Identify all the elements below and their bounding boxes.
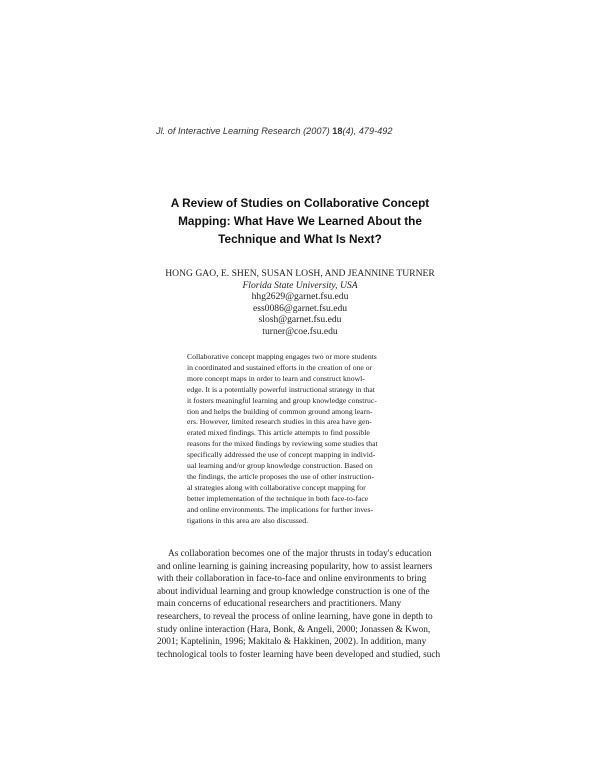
abstract-line: tigations in this area are also discussed. xyxy=(187,515,309,525)
title-line: Technique and What Is Next? xyxy=(218,232,382,246)
abstract-line: Collaborative concept mapping engages two or more students xyxy=(187,352,377,361)
title-line: A Review of Studies on Collaborative Concept xyxy=(170,196,430,210)
abstract-line: and online environments. The implications for further inves- xyxy=(187,504,374,514)
abstract-line: specifically addressed the use of concept mapping in individ- xyxy=(187,450,376,460)
body-line: As collaboration becomes one of the major thrusts in today's education xyxy=(168,549,432,559)
author-block xyxy=(100,268,500,337)
abstract-line: ers. However, limited research studies in this area have gen- xyxy=(187,417,372,427)
abstract-line: edge. It is a potentially powerful instructional strategy in that xyxy=(187,384,375,394)
journal-citation xyxy=(156,126,393,136)
paper-title xyxy=(150,194,450,248)
title-line: Mapping: What Have We Learned About the xyxy=(178,214,422,228)
abstract-line: erated mixed findings. This article attempts to find possible xyxy=(187,428,370,438)
abstract-line: the findings, the article proposes the use of other instruction- xyxy=(187,471,375,481)
abstract-line: al strategies along with collaborative concept mapping for xyxy=(187,482,366,492)
body-line: with their collaboration in face-to-face and online environments to bring xyxy=(157,574,427,585)
author-email: turner@coe.fsu.edu xyxy=(262,325,338,337)
body-line: researchers, to reveal the process of online learning, have gone in depth to xyxy=(157,611,433,622)
body-line: 2001; Kaptelinin, 1996; Makitalo & Hakkinen, 2002). In addition, many xyxy=(157,637,427,648)
journal-volume: 18 xyxy=(332,126,343,136)
journal-issue-pages: (4), 479-492 xyxy=(342,126,393,136)
abstract-line: reasons for the mixed findings by reviewing some studies that xyxy=(187,439,378,449)
abstract-line: it fosters meaningful learning and group knowledge construc- xyxy=(187,395,377,405)
author-names: HONG GAO, E. SHEN, SUSAN LOSH, AND JEANNINE TURNER xyxy=(165,268,435,279)
author-email: slosh@garnet.fsu.edu xyxy=(258,314,342,325)
abstract-line: more concept maps in order to learn and construct knowl- xyxy=(187,373,365,383)
journal-name: Jl. of Interactive Learning Research (2007) xyxy=(156,126,330,136)
author-affiliation: Florida State University, USA xyxy=(242,279,358,291)
abstract-line: better implementation of the technique in both face-to-face xyxy=(187,493,369,503)
body-line: technological tools to foster learning have been developed and studied, such xyxy=(157,649,441,660)
body-paragraph xyxy=(157,548,457,661)
author-email: hhg2629@garnet.fsu.edu xyxy=(251,291,349,302)
author-email: ess0086@garnet.fsu.edu xyxy=(252,302,348,314)
abstract-line: in coordinated and sustained efforts in the creation of one or xyxy=(187,362,373,372)
body-line: main concerns of educational researchers and practitioners. Many xyxy=(157,599,402,610)
abstract-line: ual learning and/or group knowledge construction. Based on xyxy=(187,461,373,471)
body-line: study online interaction (Hara, Bonk, & Angeli, 2000; Jonassen & Kwon, xyxy=(157,624,431,635)
body-line: and online learning is gaining increasing popularity, how to assist learners xyxy=(157,561,433,572)
abstract xyxy=(187,352,427,527)
abstract-line: tion and helps the building of common ground among learn- xyxy=(187,406,373,416)
body-line: about individual learning and group knowledge construction is one of the xyxy=(157,586,430,597)
